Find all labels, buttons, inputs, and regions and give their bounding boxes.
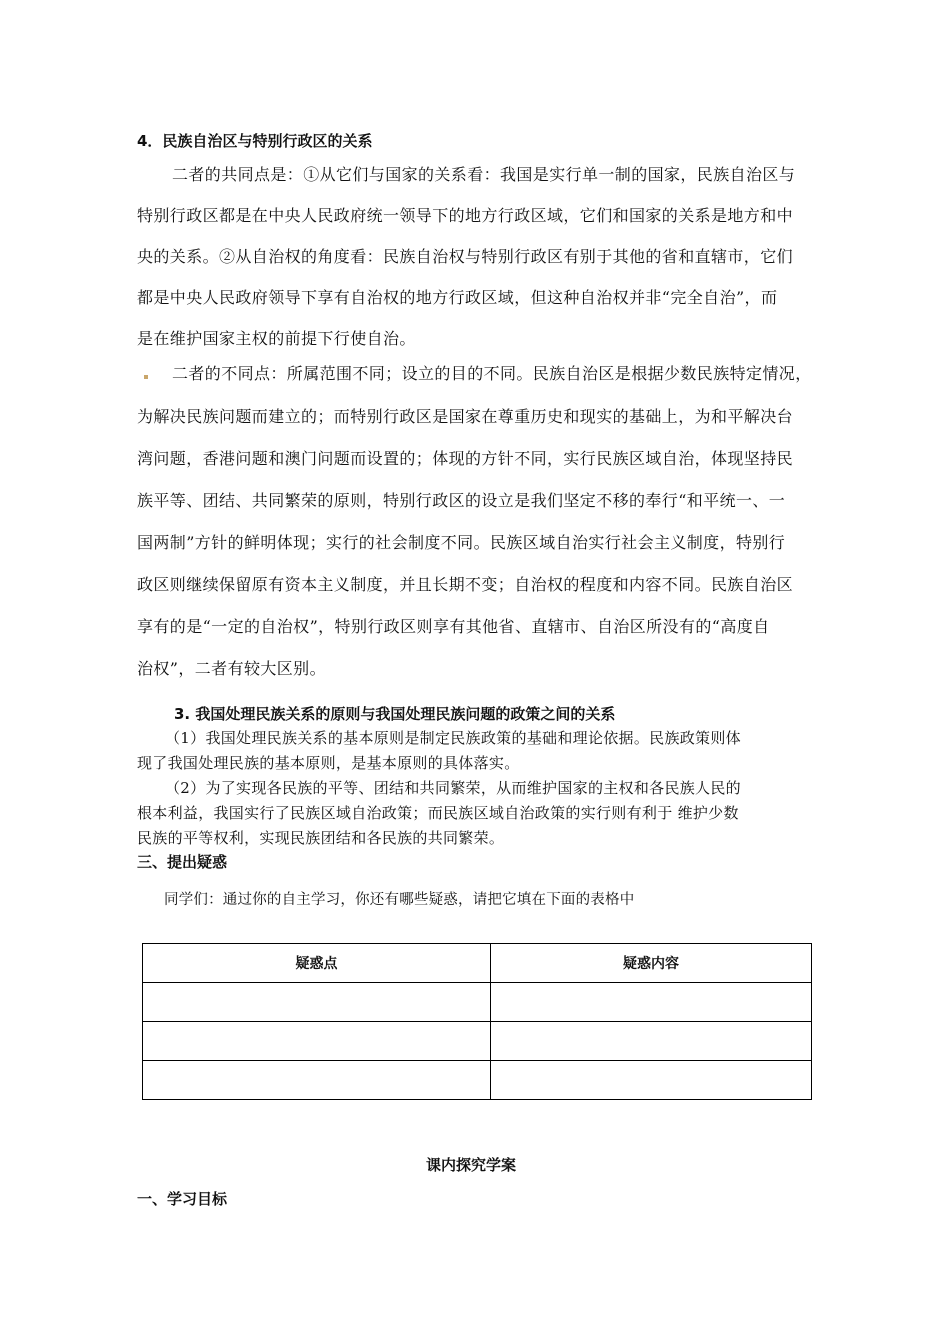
paragraph-line: 现了我国处理民族的基本原则，是基本原则的具体落实。	[137, 754, 520, 772]
paragraph-line: 央的关系。②从自治权的角度看：民族自治权与特别行政区有别于其他的省和直辖市，它们	[137, 247, 794, 266]
table-row	[143, 983, 812, 1022]
paragraph-line: 根本利益，我国实行了民族区域自治政策；而民族区域自治政策的实行则有利于 维护少数	[137, 804, 739, 822]
paragraph-line: 湾问题，香港问题和澳门问题而设置的；体现的方针不同，实行民族区域自治，体现坚持民	[137, 449, 794, 468]
table-cell-doubt-content[interactable]	[491, 1061, 812, 1100]
doubt-table	[142, 943, 812, 1100]
paragraph-line: 政区则继续保留原有资本主义制度，并且长期不变；自治权的程度和内容不同。民族自治区	[137, 575, 794, 594]
paragraph-line: 民族的平等权利，实现民族团结和各民族的共同繁荣。	[137, 829, 505, 847]
paragraph-line: 治权”，二者有较大区别。	[137, 659, 326, 678]
part-3-intro: 同学们：通过你的自主学习，你还有哪些疑惑，请把它填在下面的表格中	[164, 892, 635, 908]
paragraph-line: （2）为了实现各民族的平等、团结和共同繁荣，从而维护国家的主权和各民族人民的	[165, 779, 741, 797]
table-cell-doubt-point[interactable]	[143, 983, 491, 1022]
table-cell-doubt-content[interactable]	[491, 983, 812, 1022]
next-title: 课内探究学案	[426, 1156, 517, 1174]
next-subheading: 一、学习目标	[137, 1190, 228, 1208]
table-row	[143, 1061, 812, 1100]
table-header-row	[143, 944, 812, 983]
paragraph-line: 二者的不同点：所属范围不同；设立的目的不同。民族自治区是根据少数民族特定情况，	[172, 364, 812, 383]
margin-dot-icon	[144, 375, 148, 379]
paragraph-line: （1）我国处理民族关系的基本原则是制定民族政策的基础和理论依据。民族政策则体	[165, 729, 741, 747]
paragraph-line: 特别行政区都是在中央人民政府统一领导下的地方行政区域，它们和国家的关系是地方和中	[137, 206, 794, 225]
table-row	[143, 1022, 812, 1061]
section-3-heading: 3. 我国处理民族关系的原则与我国处理民族问题的政策之间的关系	[174, 705, 616, 723]
table-cell-doubt-point[interactable]	[143, 1061, 491, 1100]
paragraph-line: 为解决民族问题而建立的；而特别行政区是国家在尊重历史和现实的基础上，为和平解决台	[137, 407, 794, 426]
table-cell-doubt-content[interactable]	[491, 1022, 812, 1061]
paragraph-line: 族平等、团结、共同繁荣的原则，特别行政区的设立是我们坚定不移的奉行“和平统一、一	[137, 491, 786, 510]
paragraph-line: 国两制”方针的鲜明体现；实行的社会制度不同。民族区域自治实行社会主义制度，特别行	[137, 533, 786, 552]
column-header-doubt-content: 疑惑内容	[491, 944, 812, 983]
column-header-doubt-point: 疑惑点	[143, 944, 491, 983]
part-3-heading: 三、提出疑惑	[137, 853, 228, 871]
paragraph-line: 二者的共同点是：①从它们与国家的关系看：我国是实行单一制的国家，民族自治区与	[172, 165, 796, 184]
section-4-heading: 4．民族自治区与特别行政区的关系	[137, 132, 373, 150]
table-cell-doubt-point[interactable]	[143, 1022, 491, 1061]
paragraph-line: 是在维护国家主权的前提下行使自治。	[137, 329, 416, 348]
paragraph-line: 都是中央人民政府领导下享有自治权的地方行政区域，但这种自治权并非“完全自治”，而	[137, 288, 778, 307]
paragraph-line: 享有的是“一定的自治权”，特别行政区则享有其他省、直辖市、自治区所没有的“高度自	[137, 617, 770, 636]
